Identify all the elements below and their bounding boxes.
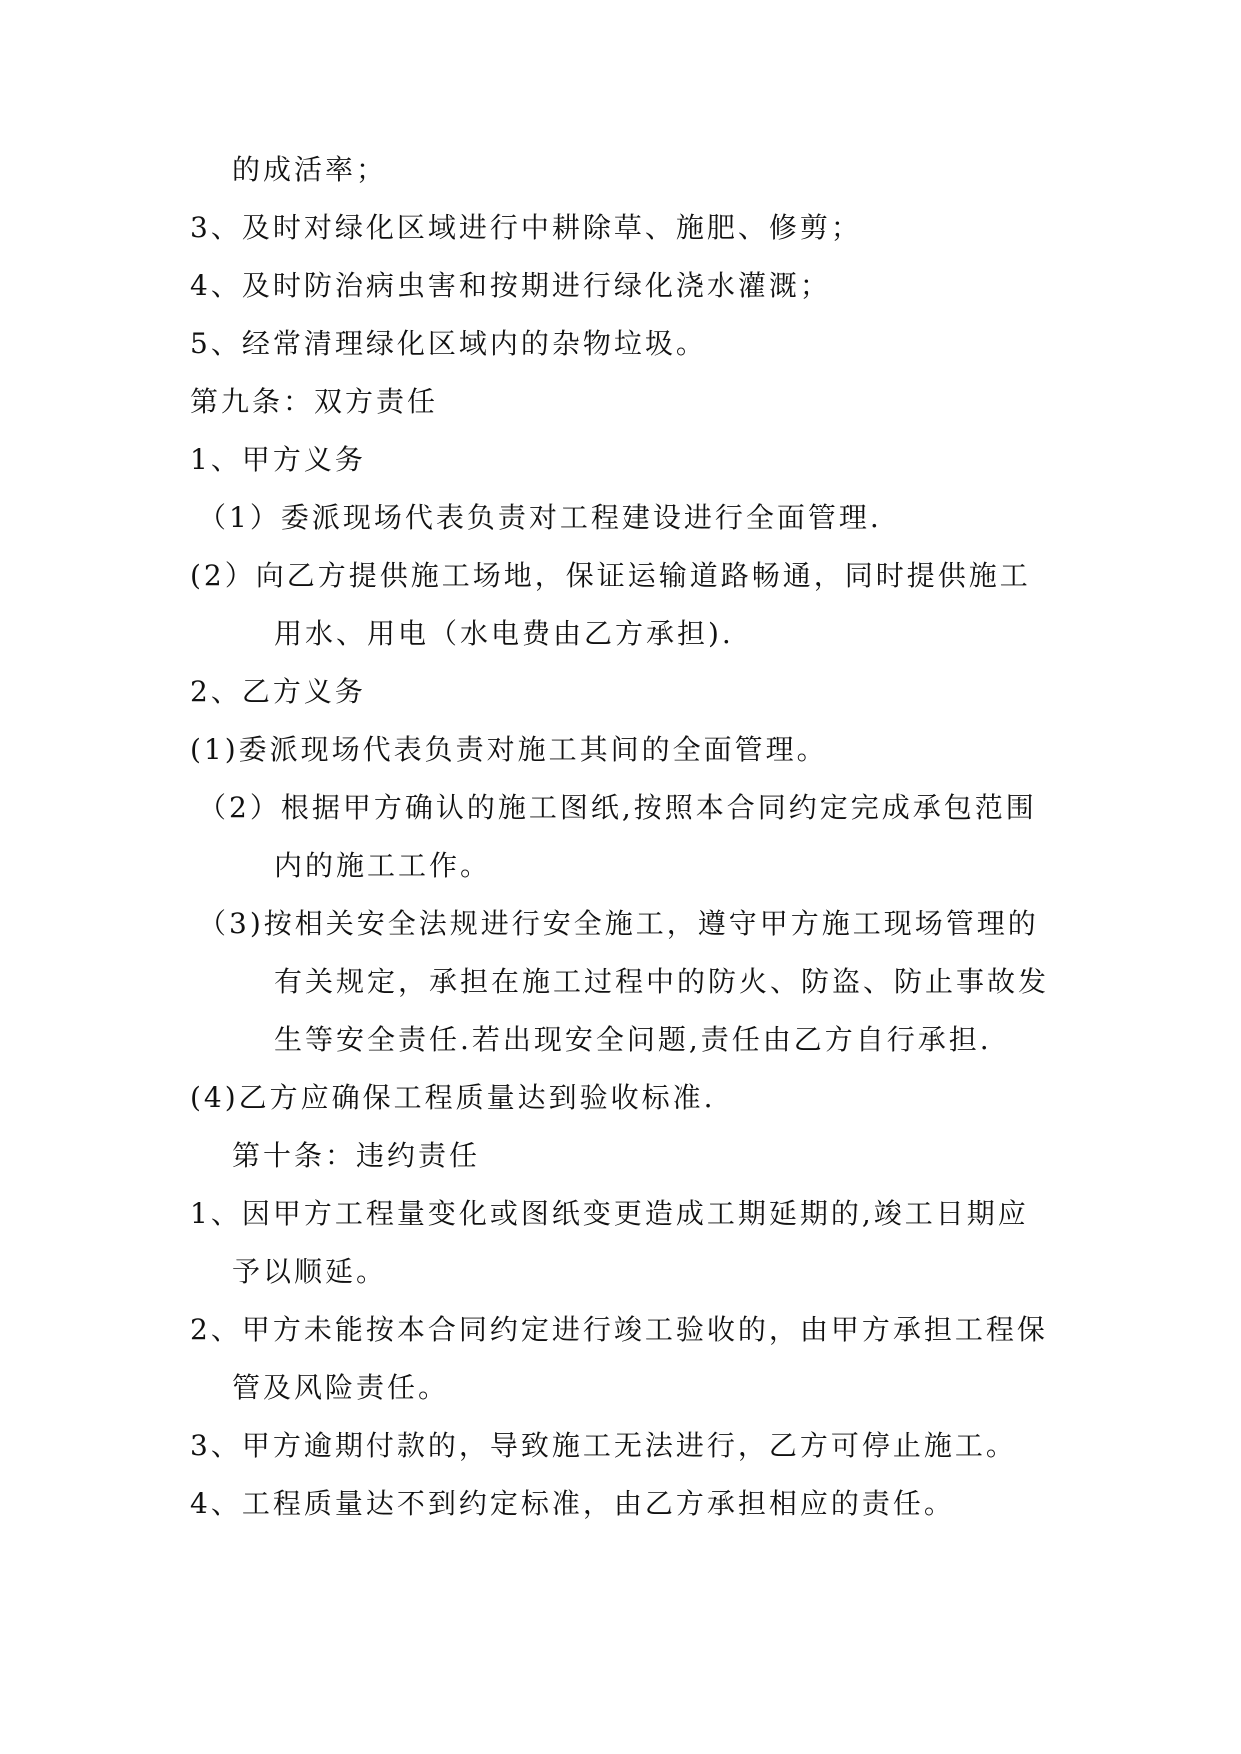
text-line: 2、乙方义务 xyxy=(190,675,366,708)
text-line: 有关规定，承担在施工过程中的防火、防盗、防止事故发 xyxy=(274,965,1050,998)
text-line: 1、甲方义务 xyxy=(190,443,366,476)
section-heading: 第九条：双方责任 xyxy=(190,385,439,418)
text-line: 4、及时防治病虫害和按期进行绿化浇水灌溉； xyxy=(190,269,831,302)
text-line: (1)委派现场代表负责对施工其间的全面管理。 xyxy=(190,733,828,766)
text-line: 1、因甲方工程量变化或图纸变更造成工期延期的,竣工日期应 xyxy=(190,1197,1029,1230)
text-line: 予以顺延。 xyxy=(232,1255,388,1288)
text-line: 内的施工工作。 xyxy=(274,849,492,882)
text-line: 用水、用电（水电费由乙方承担). xyxy=(274,617,734,650)
text-line: 管及风险责任。 xyxy=(232,1371,450,1404)
text-line: 的成活率； xyxy=(232,153,388,186)
text-line: （1）委派现场代表负责对工程建设进行全面管理. xyxy=(198,501,882,534)
section-heading: 第十条：违约责任 xyxy=(232,1139,481,1172)
text-line: 2、甲方未能按本合同约定进行竣工验收的，由甲方承担工程保 xyxy=(190,1313,1048,1346)
text-line: 3、甲方逾期付款的，导致施工无法进行，乙方可停止施工。 xyxy=(190,1429,1017,1462)
text-line: （3)按相关安全法规进行安全施工，遵守甲方施工现场管理的 xyxy=(198,907,1039,940)
text-line: 生等安全责任.若出现安全问题,责任由乙方自行承担. xyxy=(274,1023,992,1056)
text-line: 3、及时对绿化区域进行中耕除草、施肥、修剪； xyxy=(190,211,862,244)
text-line: 5、经常清理绿化区域内的杂物垃圾。 xyxy=(190,327,707,360)
text-line: 4、工程质量达不到约定标准，由乙方承担相应的责任。 xyxy=(190,1487,955,1520)
text-line: (4)乙方应确保工程质量达到验收标准. xyxy=(190,1081,716,1114)
text-line: (2）向乙方提供施工场地，保证运输道路畅通，同时提供施工 xyxy=(190,559,1031,592)
text-line: （2）根据甲方确认的施工图纸,按照本合同约定完成承包范围 xyxy=(198,791,1037,824)
